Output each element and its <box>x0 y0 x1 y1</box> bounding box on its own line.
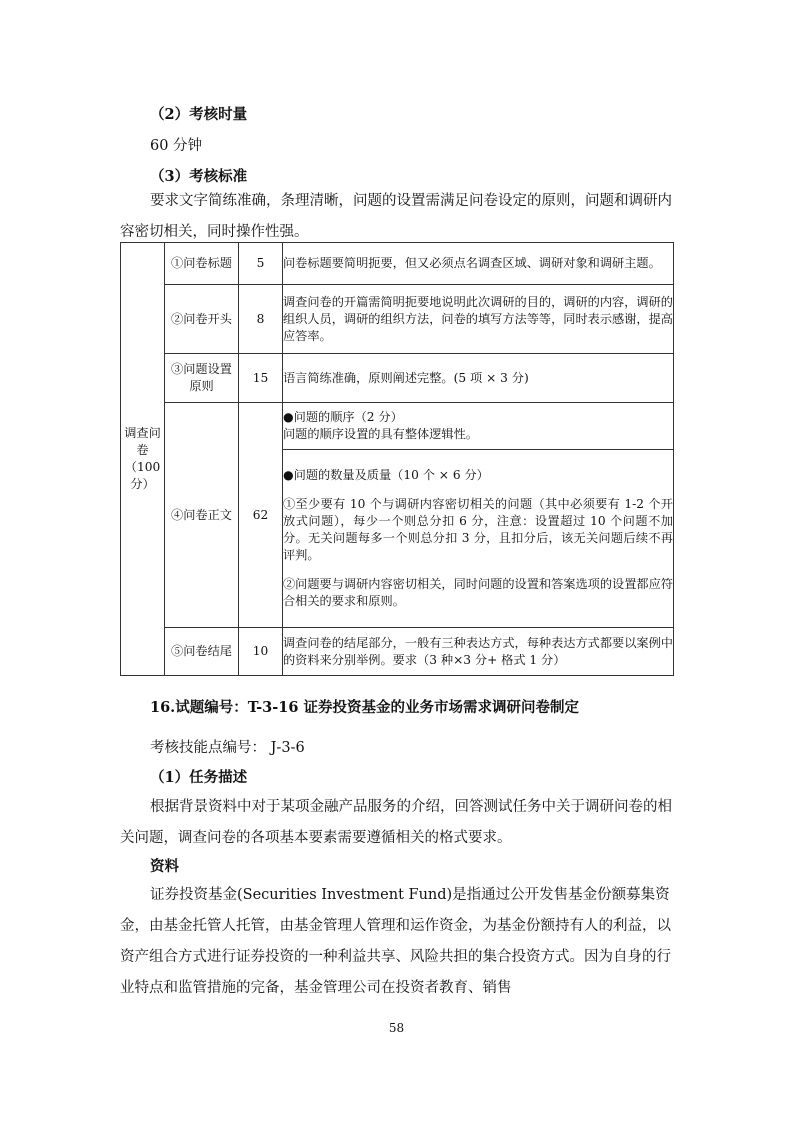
section-3-heading: （3）考核标准 <box>150 168 248 185</box>
score-cell: 5 <box>239 243 283 285</box>
desc-line: ●问题的顺序（2 分） <box>283 410 403 424</box>
desc-line: ①至少要有 10 个与调研内容密切相关的问题（其中必须要有 1-2 个开放式问题），每少一个则总分扣 6 分，注意：设置超过 10 个问题不加分。无关问题每多一个则总分扣 3 分，且扣分后，该无关问题后续不再评判。 <box>283 497 673 562</box>
item-cell: ③问题设置原则 <box>165 354 239 403</box>
section-3-text: 要求文字简练准确，条理清晰，问题的设置需满足问卷设定的原则，问题和调研内容密切相关，同时操作性强。 <box>120 193 672 240</box>
table-row <box>121 403 674 450</box>
item-cell: ②问卷开头 <box>165 285 239 354</box>
desc-cell: 调查问卷的结尾部分，一般有三种表达方式，每种表达方式都要以案例中的资料来分别举例。要求（3 种×3 分+ 格式 1 分） <box>283 628 674 676</box>
page-number: 58 <box>388 1021 405 1035</box>
question-16-title: 16.试题编号：T-3-16 证券投资基金的业务市场需求调研问卷制定 <box>150 699 579 716</box>
score-cell: 8 <box>239 285 283 354</box>
section-2-value: 60 分钟 <box>150 138 203 154</box>
table-row <box>121 285 674 354</box>
task-text: 根据背景资料中对于某项金融产品服务的介绍，回答测试任务中关于调研问卷的相关问题，调查问卷的各项基本要素需要遵循相关的格式要求。 <box>120 799 672 846</box>
desc-cell: 调查问卷的开篇需简明扼要地说明此次调研的目的，调研的内容，调研的组织人员，调研的组织方法，问卷的填写方法等等，同时表示感谢，提高应答率。 <box>283 285 674 354</box>
material-text: 证券投资基金(Securities Investment Fund)是指通过公开发售基金份额募集资金，由基金托管人托管，由基金管理人管理和运作资金，为基金份额持有人的利益，以资产组合方式进行证券投资的一种利益共享、风险共担的集合投资方式。因为自身的行业特点和监管措施的完备，基金管理公司在投资者教育、销售 <box>120 887 671 996</box>
desc-cell <box>283 450 674 628</box>
item-cell: ⑤问卷结尾 <box>165 628 239 676</box>
desc-cell <box>283 403 674 450</box>
item-cell: ①问卷标题 <box>165 243 239 285</box>
table-row <box>121 354 674 403</box>
desc-line: ●问题的数量及质量（10 个 × 6 分） <box>283 468 489 482</box>
category-cell: 调查问卷（100分） <box>121 243 165 676</box>
task-heading: （1）任务描述 <box>150 769 248 786</box>
desc-line: ②问题要与调研内容密切相关，同时问题的设置和答案选项的设置都应符合相关的要求和原则。 <box>283 577 673 608</box>
skill-code: 考核技能点编号： J-3-6 <box>150 740 305 756</box>
score-cell: 10 <box>239 628 283 676</box>
table-row <box>121 243 674 285</box>
page-number-wrap <box>0 1018 793 1038</box>
material-heading: 资料 <box>150 858 179 875</box>
desc-cell: 问卷标题要简明扼要，但又必须点名调查区域、调研对象和调研主题。 <box>283 243 674 285</box>
score-cell: 15 <box>239 354 283 403</box>
desc-line: 问题的顺序设置的具有整体逻辑性。 <box>283 427 478 441</box>
section-2-heading: （2）考核时量 <box>150 106 248 123</box>
item-cell: ④问卷正文 <box>165 403 239 628</box>
scoring-table <box>120 242 674 676</box>
table-row <box>121 628 674 676</box>
desc-cell: 语言简练准确，原则阐述完整。(5 项 × 3 分) <box>283 354 674 403</box>
score-cell: 62 <box>239 403 283 628</box>
